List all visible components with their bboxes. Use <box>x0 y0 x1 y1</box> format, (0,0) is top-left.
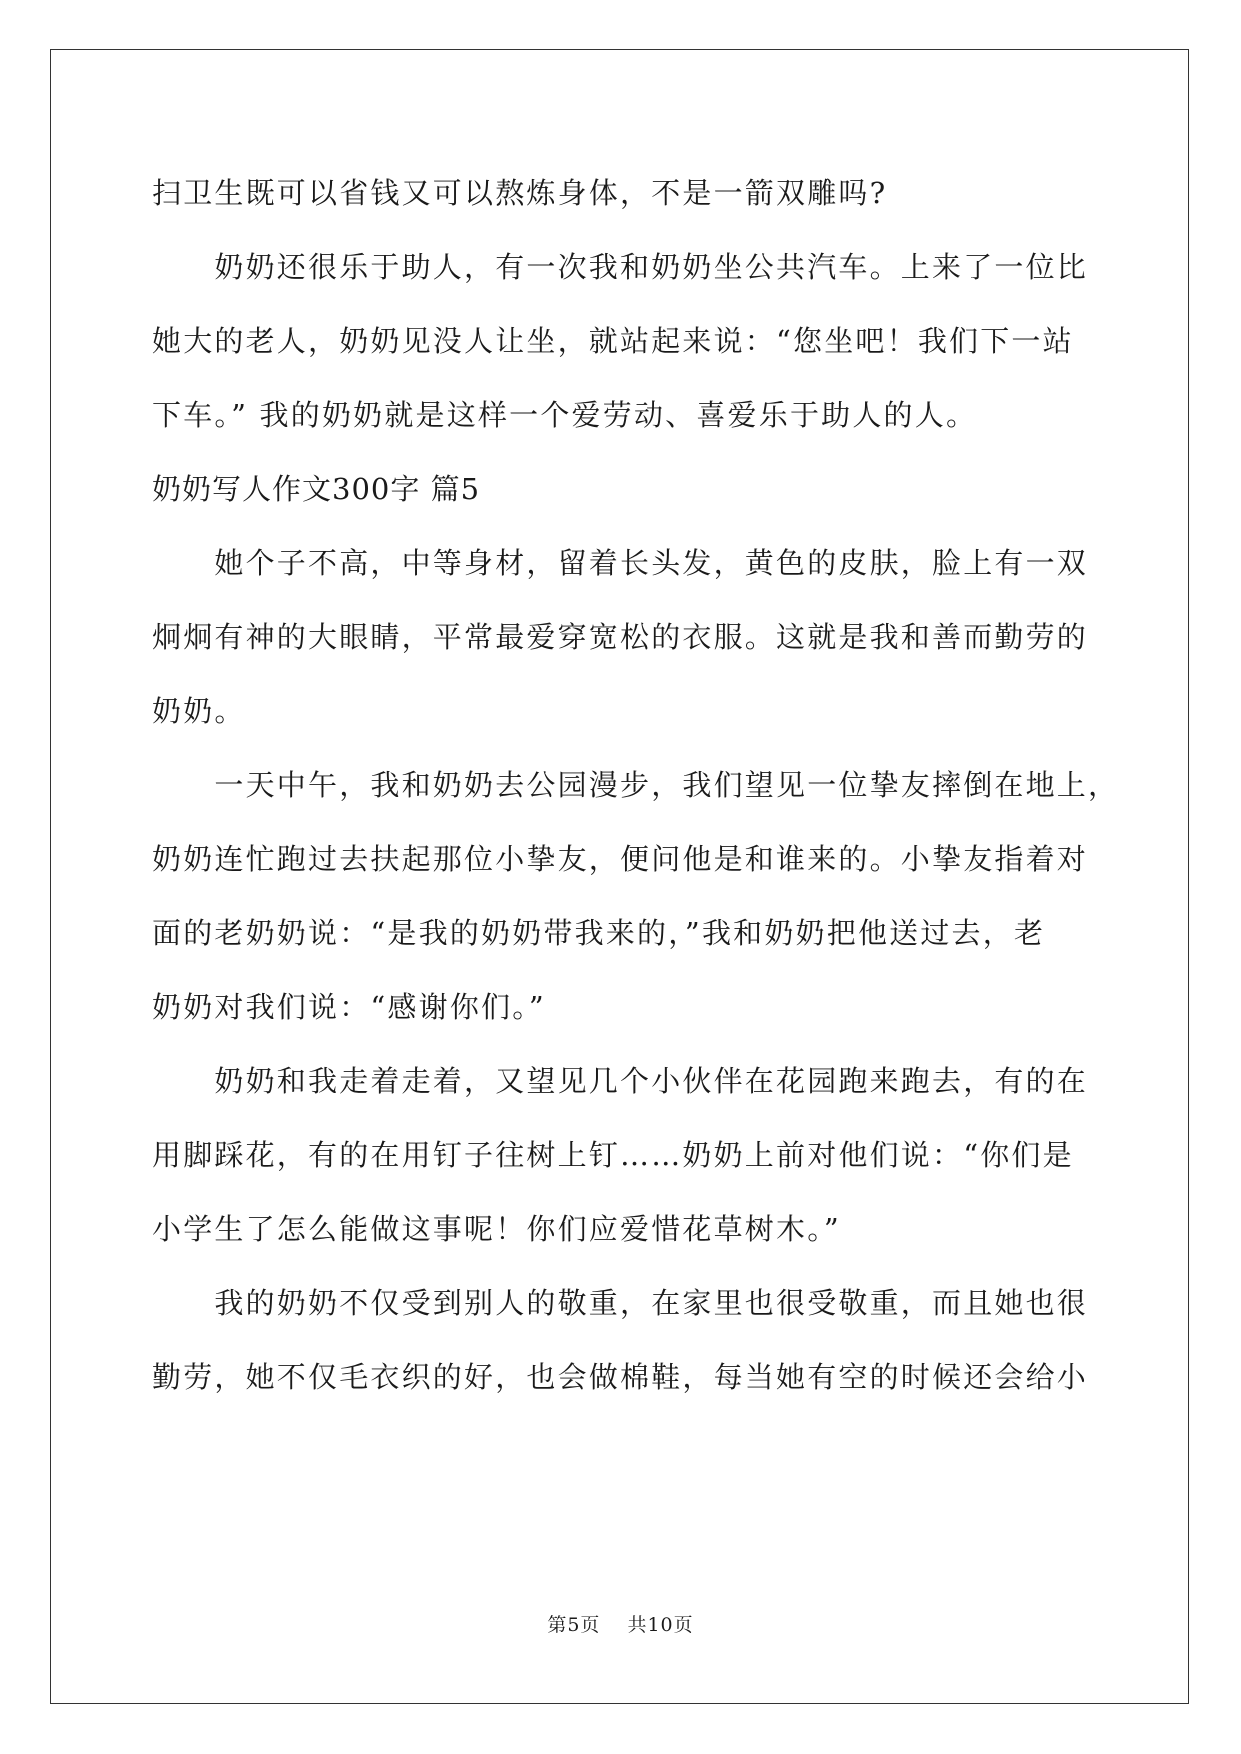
text-line: 炯炯有神的大眼睛，平常最爱穿宽松的衣服。这就是我和善而勤劳的 <box>152 620 1089 654</box>
text-line: 下车。” 我的奶奶就是这样一个爱劳动、喜爱乐于助人的人。 <box>152 398 978 432</box>
text-line: 面的老奶奶说：“是我的奶奶带我来的，”我和奶奶把他送过去，老 <box>152 916 1046 950</box>
document-body <box>152 156 1120 1414</box>
text-line: 她个子不高，中等身材，留着长头发，黄色的皮肤，脸上有一双 <box>152 546 1089 580</box>
text-line: 奶奶和我走着走着，又望见几个小伙伴在花园跑来跑去，有的在 <box>152 1064 1089 1098</box>
text-line: 奶奶连忙跑过去扶起那位小挚友，便问他是和谁来的。小挚友指着对 <box>152 842 1089 876</box>
text-line: 奶奶。 <box>152 694 246 728</box>
text-line: 小学生了怎么能做这事呢！你们应爱惜花草树木。” <box>152 1212 841 1246</box>
text-line: 我的奶奶不仅受到别人的敬重，在家里也很受敬重，而且她也很 <box>152 1286 1089 1320</box>
text-line: 勤劳，她不仅毛衣织的好，也会做棉鞋，每当她有空的时候还会给小 <box>152 1360 1089 1394</box>
text-line: 用脚踩花，有的在用钉子往树上钉……奶奶上前对他们说：“你们是 <box>152 1138 1074 1172</box>
text-line: 她大的老人，奶奶见没人让坐，就站起来说：“您坐吧！我们下一站 <box>152 324 1074 358</box>
page-number: 第5页 <box>547 1614 601 1636</box>
text-line: 扫卫生既可以省钱又可以熬炼身体，不是一箭双雕吗? <box>152 176 888 210</box>
page-total: 共10页 <box>627 1614 694 1636</box>
text-line: 奶奶对我们说：“感谢你们。” <box>152 990 546 1024</box>
text-line: 一天中午，我和奶奶去公园漫步，我们望见一位挚友摔倒在地上， <box>152 768 1120 802</box>
page-footer <box>0 1610 1241 1637</box>
section-heading: 奶奶写人作文300字 篇5 <box>152 472 481 506</box>
text-line: 奶奶还很乐于助人，有一次我和奶奶坐公共汽车。上来了一位比 <box>152 250 1089 284</box>
